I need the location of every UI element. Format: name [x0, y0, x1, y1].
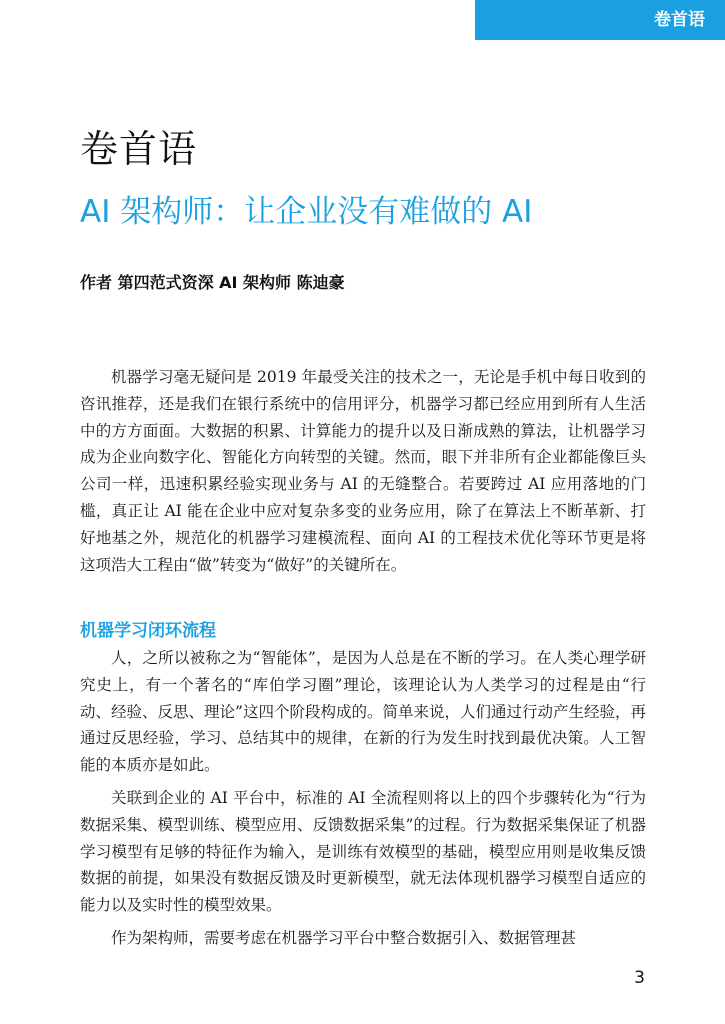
- body-paragraph: 机器学习毫无疑问是 2019 年最受关注的技术之一，无论是手机中每日收到的咨讯推荐，还是我们在银行系统中的信用评分，机器学习都已经应用到所有人生活中的方方面面。大数据的积累、计算能力的提升以及日渐成熟的算法，让机器学习成为企业向数字化、智能化方向转型的关键。然而，眼下并非所有企业都能像巨头公司一样，迅速积累经验实现业务与 AI 的无缝整合。若要跨过 AI 应用落地的门槛，真正让 AI 能在企业中应对复杂多变的业务应用，除了在算法上不断革新、打好地基之外，规范化的机器学习建模流程、面向 AI 的工程技术优化等环节更是将这项浩大工程由“做”转变为“做好”的关键所在。: [80, 368, 646, 574]
- body-paragraph: 人，之所以被称之为“智能体”，是因为人总是在不断的学习。在人类心理学研究史上，有一个著名的“库伯学习圈”理论，该理论认为人类学习的过程是由“行动、经验、反思、理论”这四个阶段构成的。简单来说，人们通过行动产生经验，再通过反思经验，学习、总结其中的规律，在新的行为发生时找到最优决策。人工智能的本质亦是如此。: [80, 649, 646, 775]
- chapter-title: 卷首语: [80, 127, 198, 171]
- body-paragraph: 关联到企业的 AI 平台中，标准的 AI 全流程则将以上的四个步骤转化为“行为数据采集、模型训练、模型应用、反馈数据采集”的过程。行为数据采集保证了机器学习模型有足够的特征作为输入，是训练有效模型的基础，模型应用则是收集反馈数据的前提，如果没有数据反馈及时更新模型，就无法体现机器学习模型自适应的能力以及实时性的模型效果。: [80, 789, 646, 915]
- chapter-tab: 卷首语: [475, 0, 725, 40]
- body-paragraph: 作为架构师，需要考虑在机器学习平台中整合数据引入、数据管理甚: [111, 929, 577, 947]
- author-line: 作者 第四范式资深 AI 架构师 陈迪豪: [80, 273, 345, 292]
- section-heading: 机器学习闭环流程: [80, 621, 216, 641]
- page-number: 3: [634, 968, 645, 988]
- chapter-subtitle: AI 架构师：让企业没有难做的 AI: [80, 194, 533, 230]
